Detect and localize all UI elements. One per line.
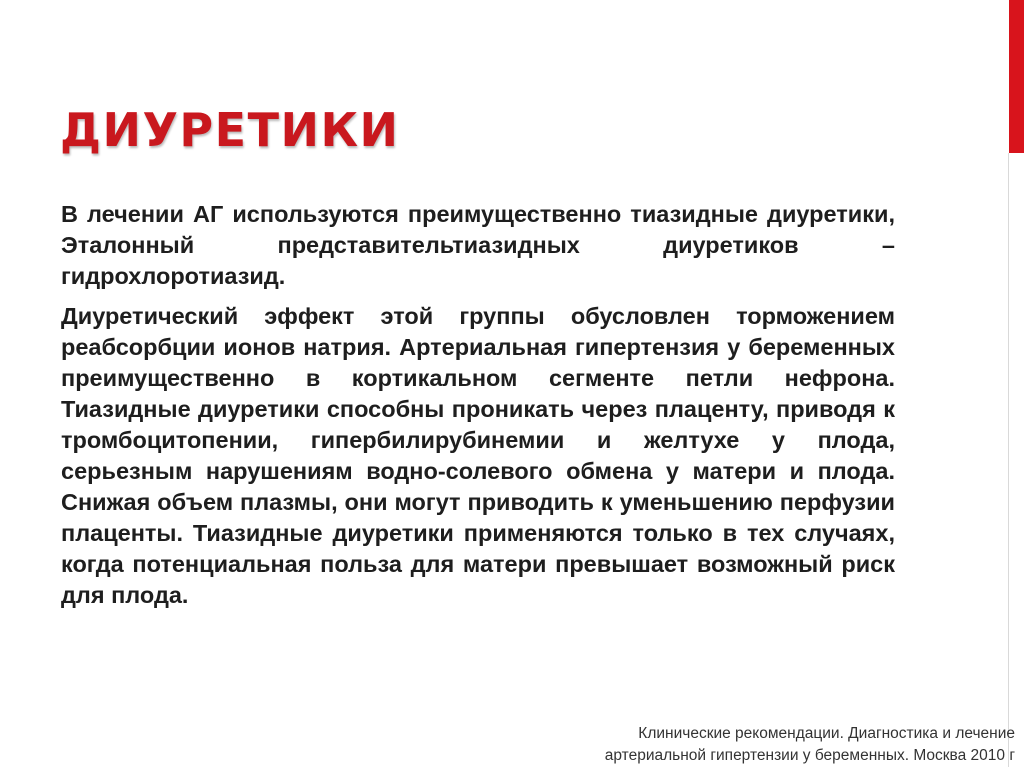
- paragraph-effect: Диуретический эффект этой группы обусловлен торможением реабсорбции ионов натрия. Артериальная гипертензия у беременных преимущественно в кортикальном сегменте петли нефрона. Тиазидные диуретики способны проникать через плаценту, приводя к тромбоцитопении, гипербилирубинемии и желтухе у плода, серьезным нарушениям водно-солевого обмена у матери и плода. Снижая объем плазмы, они могут приводить к уменьшению перфузии плаценты. Тиазидные диуретики применяются только в тех случаях, когда потенциальная польза для матери превышает возможный риск для плода.: [61, 303, 895, 608]
- paragraph-intro: В лечении АГ используются преимущественно тиазидные диуретики, Эталонный представительтиазидных диуретиков – гидрохлоротиазид.: [61, 201, 895, 289]
- source-citation: [605, 723, 1015, 767]
- source-line-2: артериальной гипертензии у беременных. Москва 2010 г: [604, 747, 1015, 764]
- source-line-1: Клинические рекомендации. Диагностика и лечение: [638, 725, 1015, 742]
- slide-right-border: [1008, 153, 1009, 767]
- slide-title: ДИУРЕТИКИ: [60, 103, 400, 157]
- slide-body: [61, 199, 895, 611]
- accent-bar: [1009, 0, 1024, 153]
